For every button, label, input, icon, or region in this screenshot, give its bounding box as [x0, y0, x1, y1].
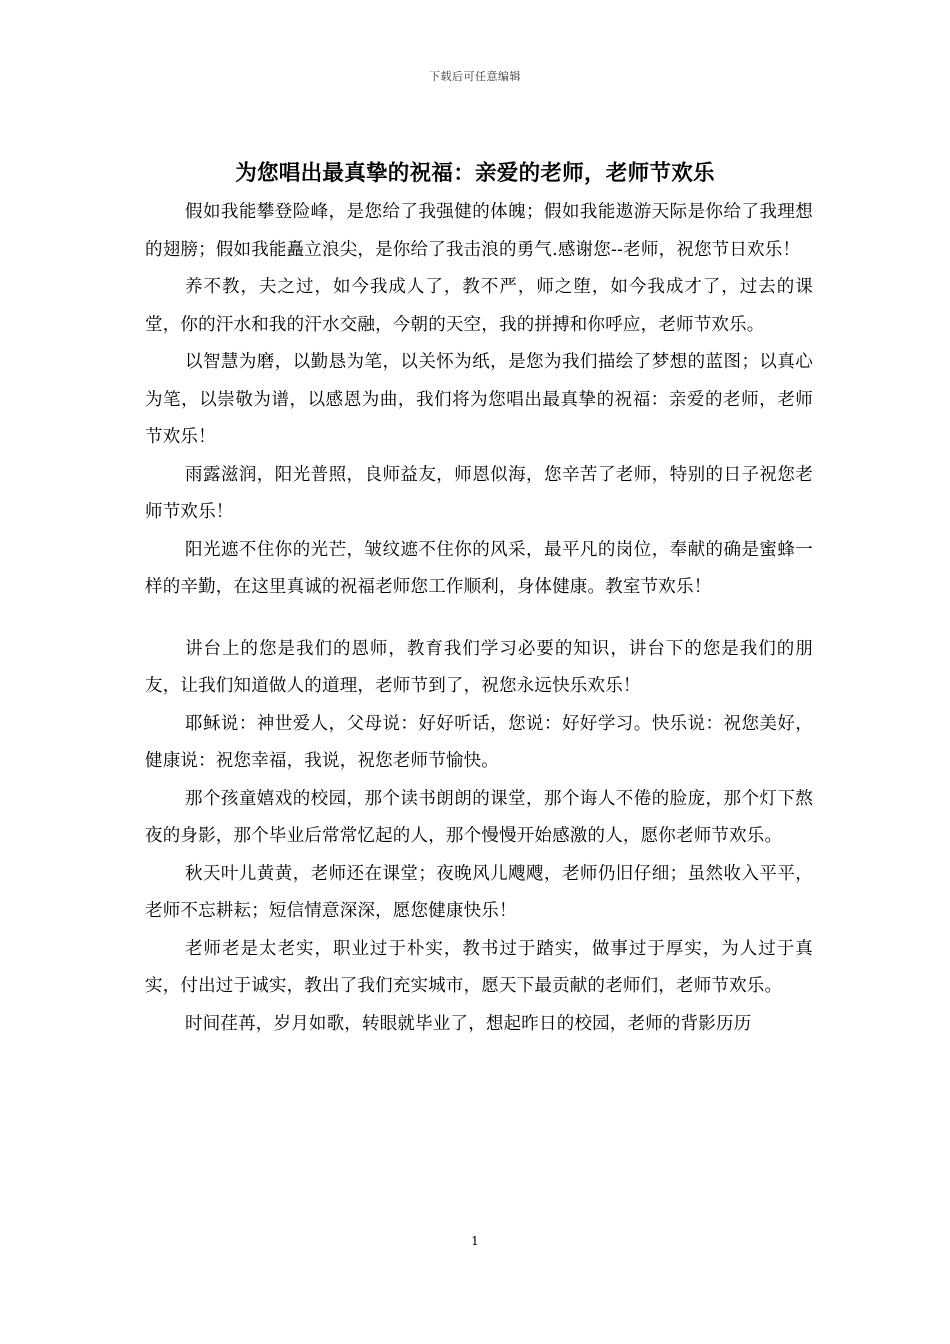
paragraph: 假如我能攀登险峰，是您给了我强健的体魄；假如我能遨游天际是你给了我理想的翅膀；假如我能矗立浪尖，是你给了我击浪的勇气.感谢您--老师，祝您节日欢乐！	[145, 202, 813, 260]
paragraph: 秋天叶儿黄黄，老师还在课堂；夜晚风儿飕飕，老师仍旧仔细；虽然收入平平，老师不忘耕耘；短信情意深深，愿您健康快乐！	[145, 863, 813, 921]
paragraph: 耶稣说：神世爱人，父母说：好好听话，您说：好好学习。快乐说：祝您美好，健康说：祝您幸福，我说，祝您老师节愉快。	[145, 713, 813, 771]
paragraph: 时间荏苒，岁月如歌，转眼就毕业了，想起昨日的校园，老师的背影历历	[185, 1013, 752, 1034]
document-body	[145, 194, 813, 1043]
paragraph: 雨露滋润，阳光普照，良师益友，师恩似海，您辛苦了老师，特别的日子祝您老师节欢乐！	[145, 464, 813, 522]
paragraph: 以智慧为磨，以勤恳为笔，以关怀为纸，是您为我们描绘了梦想的蓝图；以真心为笔，以崇敬为谱，以感恩为曲，我们将为您唱出最真挚的祝福：亲爱的老师，老师节欢乐！	[145, 352, 813, 447]
document-title: 为您唱出最真挚的祝福：亲爱的老师，老师节欢乐	[235, 161, 715, 186]
paragraph: 阳光遮不住你的光芒，皱纹遮不住你的风采，最平凡的岗位，奉献的确是蜜蜂一样的辛勤，在这里真诚的祝福老师您工作顺利，身体健康。教室节欢乐！	[145, 539, 813, 597]
paragraph: 养不教，夫之过，如今我成人了，教不严，师之堕，如今我成才了，过去的课堂，你的汗水和我的汗水交融，今朝的天空，我的拼搏和你呼应，老师节欢乐。	[145, 277, 813, 335]
paragraph: 讲台上的您是我们的恩师，教育我们学习必要的知识，讲台下的您是我们的朋友，让我们知道做人的道理，老师节到了，祝您永远快乐欢乐！	[145, 638, 813, 696]
paragraph: 老师老是太老实，职业过于朴实，教书过于踏实，做事过于厚实，为人过于真实，付出过于诚实，教出了我们充实城市，愿天下最贡献的老师们，老师节欢乐。	[145, 938, 813, 996]
page-number: 1	[471, 1234, 479, 1248]
paragraph: 那个孩童嬉戏的校园，那个读书朗朗的课堂，那个诲人不倦的脸庞，那个灯下熬夜的身影，那个毕业后常常忆起的人，那个慢慢开始感激的人，愿你老师节欢乐。	[145, 788, 813, 846]
header-note: 下载后可任意编辑	[429, 70, 521, 83]
